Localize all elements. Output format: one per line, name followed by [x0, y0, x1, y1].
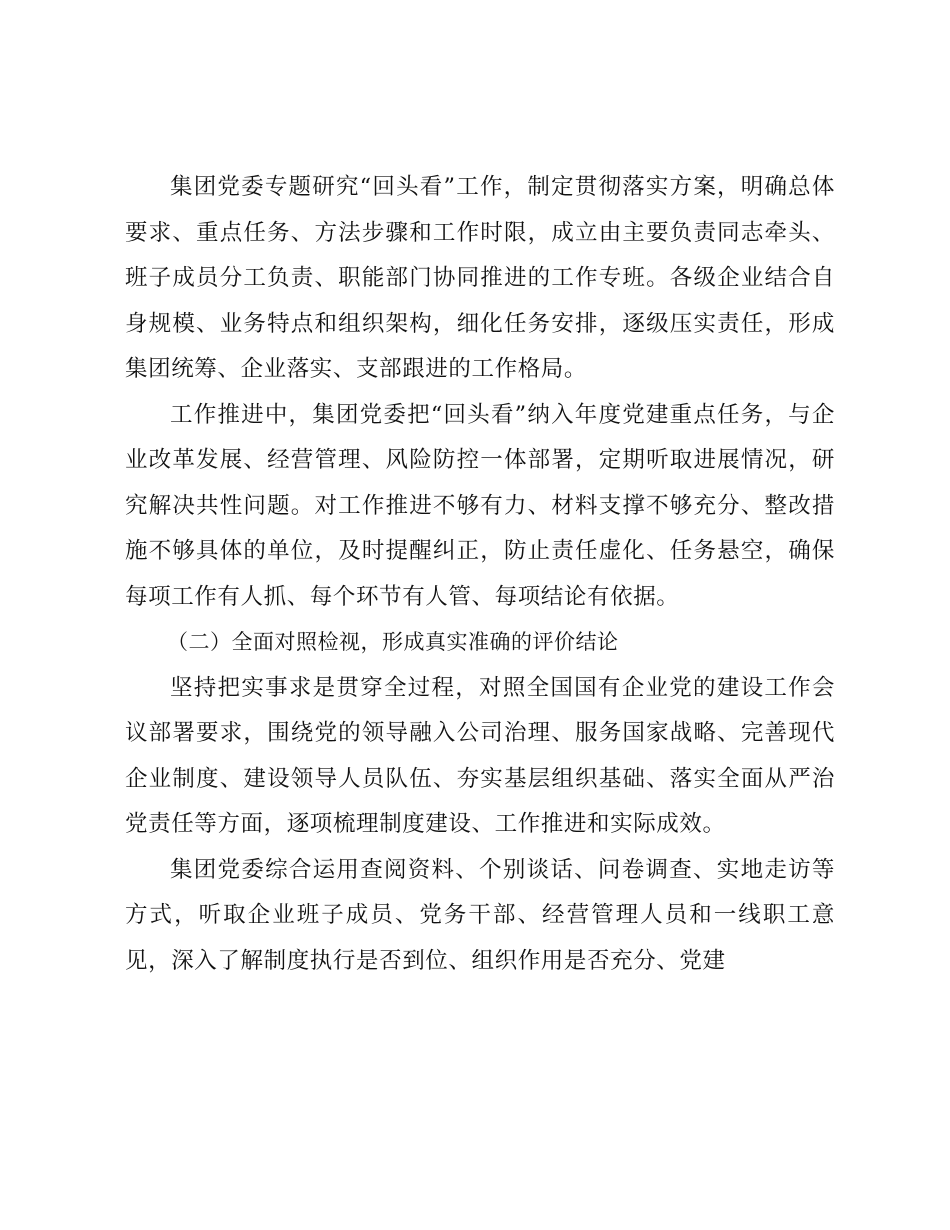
body-paragraph-4: 集团党委综合运用查阅资料、个别谈话、问卷调查、实地走访等方式，听取企业班子成员、党务干部、经营管理人员和一线职工意见，深入了解制度执行是否到位、组织作用是否充分、党建: [125, 856, 835, 974]
section-heading: （二）全面对照检视，形成真实准确的评价结论: [167, 630, 619, 654]
body-paragraph-2: 工作推进中，集团党委把“回头看”纳入年度党建重点任务，与企业改革发展、经营管理、风险防控一体部署，定期听取进展情况，研究解决共性问题。对工作推进不够有力、材料支撑不够充分、整改措施不够具体的单位，及时提醒纠正，防止责任虚化、任务悬空，确保每项工作有人抓、每个环节有人管、每项结论有依据。: [125, 401, 835, 610]
body-paragraph-1: 集团党委专题研究“回头看”工作，制定贯彻落实方案，明确总体要求、重点任务、方法步骤和工作时限，成立由主要负责同志牵头、班子成员分工负责、职能部门协同推进的工作专班。各级企业结合自身规模、业务特点和组织架构，细化任务安排，逐级压实责任，形成集团统筹、企业落实、支部跟进的工作格局。: [125, 174, 835, 382]
document-body: [125, 165, 835, 984]
body-paragraph-3: 坚持把实事求是贯穿全过程，对照全国国有企业党的建设工作会议部署要求，围绕党的领导融入公司治理、服务国家战略、完善现代企业制度、建设领导人员队伍、夯实基层组织基础、落实全面从严治党责任等方面，逐项梳理制度建设、工作推进和实际成效。: [125, 674, 835, 837]
